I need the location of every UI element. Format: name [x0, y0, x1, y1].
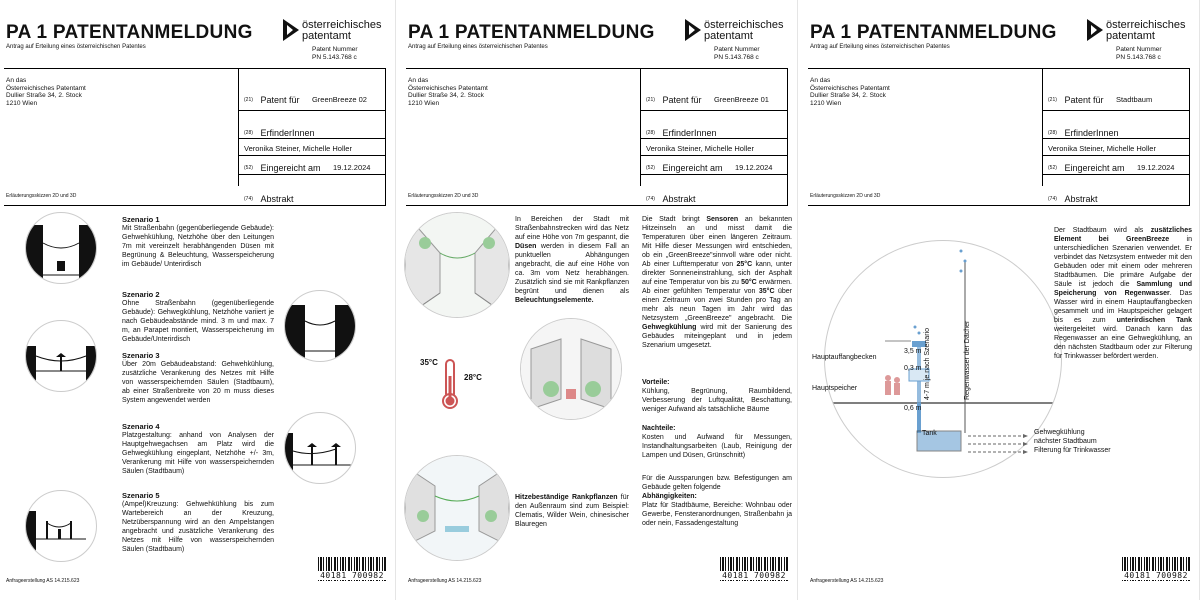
- patentamt-logo: [1086, 18, 1196, 48]
- field-label: Patent für: [662, 94, 702, 105]
- abh-title: Abhängigkeiten:: [642, 493, 697, 500]
- scenario-2-section-icon: [285, 291, 355, 361]
- address-line: An das: [408, 77, 429, 84]
- text-bold: Beleuchtungselemente.: [515, 297, 594, 304]
- abh-intro: Für die Aussparungen bzw. Befestigungen am Gebäude gelten folgende: [642, 475, 792, 491]
- label-hauptspeicher: Hauptspeicher: [812, 385, 858, 392]
- scenario-4-section-icon: [285, 413, 355, 483]
- scenario-5-text: [122, 491, 274, 554]
- abhaengigkeiten-section: [642, 474, 792, 528]
- erfinder-value: Veronika Steiner, Michelle Holler: [244, 144, 352, 153]
- text-bold: Hitzebeständige Rankpflanzen: [515, 494, 618, 501]
- scenario-description: Mit Straßenbahn (gegenüberliegende Gebäude): Gehwehkühlung, Netzhöhe über den Leitungen 7m mit vereinzelt herabhängenden Düsen mit Begrünung & Beleuchtung, Wasserspeicherung im Gebäude/ Unterirdisch: [122, 225, 274, 268]
- field-separator: [1042, 174, 1190, 175]
- text-bold: 35°C: [758, 288, 775, 295]
- heat-square-image: [520, 318, 622, 420]
- dim-0-3m: 0,3 m: [904, 365, 922, 372]
- field-separator: [238, 155, 386, 156]
- form-divider: [238, 68, 239, 186]
- erlaeuterung-label: Erläuterungsskizzen 2D und 3D: [6, 193, 77, 199]
- patent-number: PN 5.143.768 c: [714, 54, 759, 61]
- text-run: . Das Wasser wird in einem Hauptauffangbecken gesammelt und im Hauptspeicher gelagert bis es zum: [1054, 290, 1192, 324]
- text-run: weitergeleitet wird. Danach kann das Regenwasser an eine Gehwegkühlung, an den nächsten Stadtbaum oder zur Filterung für Trinkwasser befördert werden.: [1054, 326, 1192, 360]
- field-number: (28): [646, 129, 655, 136]
- field-erfinder: [1048, 124, 1119, 142]
- form-subtitle: Antrag auf Erteilung eines österreichischen Patentes: [6, 44, 146, 50]
- scenario-description: Platzgestaltung: anhand von Analysen der Hauptgehwegachsen am Platz wird die Gehwegkühlung eingeplant, Netzhöhe +/- 3m, Verankerung mit Hilfe von wasserspeichernden Säulen (Stadtbaum): [122, 432, 274, 475]
- eingereicht-value: 19.12.2024: [734, 163, 773, 173]
- scenario-2-sketch: [284, 290, 356, 362]
- address-line: Dullier Straße 34, 2. Stock: [6, 92, 82, 99]
- heat-square-icon: [521, 319, 621, 419]
- address-line: Österreichisches Patentamt: [6, 84, 86, 92]
- form-footer: Anfrageerstellung AS 14.215.623: [408, 578, 482, 584]
- field-number: (74): [646, 195, 655, 202]
- address-line: Dullier Straße 34, 2. Stock: [408, 92, 484, 99]
- field-label: ErfinderInnen: [260, 127, 315, 138]
- text-bold: Sensoren: [706, 216, 739, 223]
- patent-fuer-value: GreenBreeze 01: [713, 95, 769, 105]
- temp-low-label: 28°C: [464, 373, 482, 382]
- erfinder-value: Veronika Steiner, Michelle Holler: [646, 144, 754, 153]
- field-separator: [238, 174, 386, 175]
- patent-number-label: Patent Nummer: [714, 46, 760, 53]
- field-number: (21): [1048, 96, 1057, 103]
- logo-line2: patentamt: [302, 30, 351, 42]
- sheet-greenbreeze-01: [402, 0, 798, 600]
- field-number: (21): [244, 96, 253, 103]
- field-separator: [640, 174, 788, 175]
- address-line: Dullier Straße 34, 2. Stock: [810, 92, 886, 99]
- scenario-1-text: [122, 215, 274, 269]
- sensors-paragraph: [642, 215, 792, 350]
- sheet-greenbreeze-02: [0, 0, 396, 600]
- scenario-5-sketch: [25, 490, 97, 562]
- erlaeuterung-label: Erläuterungsskizzen 2D und 3D: [810, 193, 881, 199]
- text-run: Die Stadt bringt: [642, 216, 707, 223]
- field-label: Abstrakt: [662, 193, 696, 204]
- output-gehwegkuehlung: Gehwegkühlung: [1034, 429, 1085, 436]
- scenario-3-text: [122, 351, 274, 405]
- scenario-title: Szenario 5: [122, 491, 160, 500]
- field-number: (74): [1048, 195, 1057, 202]
- form-divider: [640, 68, 641, 186]
- patent-number-label: Patent Nummer: [312, 46, 358, 53]
- logo-line1: österreichisches: [1106, 19, 1186, 31]
- patent-fuer-value: GreenBreeze 02: [311, 95, 367, 105]
- text-run: kann, unter direkter Sonneneinstrahlung, sich der Asphalt auf eine Temperatur von bis zu: [642, 261, 792, 286]
- form-footer: Anfrageerstellung AS 14.215.623: [810, 578, 884, 584]
- text-bold: Gehwegkühlung: [642, 324, 697, 331]
- field-label: Patent für: [1064, 94, 1104, 105]
- text-run: In Bereichen der Stadt mit Straßenbahnstrecken wird das Netz auf eine Höhe von 7m gespannt, die: [515, 216, 629, 241]
- field-separator: [640, 110, 788, 111]
- arrow-icon: [968, 434, 1028, 454]
- patent-number-block: [1116, 46, 1162, 62]
- address-line: 1210 Wien: [6, 99, 38, 107]
- scenario-description: (Ampel)Kreuzung: Gehwehkühlung bis zum Wartebereich an der Kreuzung, Netzüberspannung wird an den Ampelstangen angebracht und zusätzliche Verankerung des Netzes mit Hilfe von wasserspeichernden Säulen (Stadtbaum): [122, 501, 274, 553]
- address-block: [6, 77, 86, 107]
- field-erfinder: [244, 124, 315, 142]
- vorteile-title: Vorteile:: [642, 379, 670, 386]
- form-subtitle: Antrag auf Erteilung eines österreichischen Patentes: [810, 44, 950, 50]
- form-footer: Anfrageerstellung AS 14.215.623: [6, 578, 80, 584]
- text-bold: zusätzliches Element bei GreenBreeze: [1054, 227, 1192, 243]
- field-number: (52): [646, 164, 655, 171]
- form-title: PA 1 PATENTANMELDUNG: [408, 22, 655, 43]
- field-number: (52): [244, 164, 253, 171]
- text-run: in unterschiedlichen Szenarien verwendet. Er verbindet das Netzsystem entweder mit den Gebäuden oder mit einem oder mehreren Stadtbäumen. Die primäre Aufgabe der Säule ist jedoch die: [1054, 236, 1192, 288]
- text-bold: Sammlung und Speicherung von Regenwasser: [1054, 281, 1192, 297]
- scenario-title: Szenario 1: [122, 215, 160, 224]
- address-block: [408, 77, 488, 107]
- scenario-3-sketch: [25, 320, 97, 392]
- text-run: über einen Zeitraum von zwei Stunden pro Tag an mehr als neun Tagen im Jahr wird das Netzsystem „GreenBreeze" angebracht. Die: [642, 288, 792, 322]
- text-run: wird mit der Sanierung des Gebäudes miteingeplant und in jedem Szenarium umgesetzt.: [642, 324, 792, 349]
- stadtbaum-paragraph: [1054, 226, 1192, 361]
- field-label: Eingereicht am: [260, 162, 321, 173]
- scenario-4-sketch: [284, 412, 356, 484]
- nets-paragraph: [515, 215, 629, 305]
- text-bold: unterirdischen Tank: [1116, 317, 1192, 324]
- text-run: erwärmen. Ab einer gefühlten Temperatur von: [642, 279, 793, 295]
- logo-line1: österreichisches: [704, 19, 784, 31]
- label-regenwasser: Regenwasser der Dächer: [964, 320, 971, 400]
- eingereicht-value: 19.12.2024: [1136, 163, 1175, 173]
- text-bold: Düsen: [515, 243, 537, 250]
- field-abstrakt: [244, 190, 293, 208]
- field-label: Eingereicht am: [1064, 162, 1125, 173]
- barcode-number: 40181 700982: [1122, 571, 1190, 580]
- scenario-3-section-icon: [26, 321, 96, 391]
- field-separator: [1042, 110, 1190, 111]
- field-separator: [1042, 155, 1190, 156]
- barcode-number: 40181 700982: [720, 571, 788, 580]
- dim-3-5m: 3,5 m: [904, 348, 922, 355]
- field-patent-fuer: [646, 91, 769, 109]
- logo-line2: patentamt: [1106, 30, 1155, 42]
- address-line: Österreichisches Patentamt: [810, 84, 890, 92]
- address-line: An das: [6, 77, 27, 84]
- dim-0-6m: 0,6 m: [904, 405, 922, 412]
- output-trinkwasser: Filterung für Trinkwasser: [1034, 447, 1111, 454]
- text-run: an bekannten Hitzeinseln an und misst damit die Temperaturen über einen längeren Zeitraum. Mit Hilfe dieser Messungen wird entschieden, ob ein „GreenBreeze"sinnvoll wäre oder nicht. Ab einer Lufttemperatur von: [642, 216, 792, 268]
- scenario-description: Ohne Straßenbahn (gegenüberliegende Gebäude): Gehwegkühlung, Netzhöhe variiert je nach Gebäudeabstände mind. 3 m und max. 7 m, an Parapet montiert, Wasserspeicherung im Gebäude/Unterirdisch: [122, 300, 274, 343]
- text-run: werden in diesem Fall an punktuellen Abhängungen angebracht, die auf eine Höhe von ca. 3m vom Netz herabhängen. Zusätzlich sind sie mit Rankpflanzen begrünt und dienen als: [515, 243, 629, 295]
- address-block: [810, 77, 890, 107]
- field-number: (52): [1048, 164, 1057, 171]
- field-separator: [1042, 138, 1190, 139]
- patent-number-block: [312, 46, 358, 62]
- abh-text: Platz für Stadtbäume, Bereiche: Wohnbau oder Gewerbe, Fensteranordnungen, Straßenbahn ja oder nein, Fassadengestaltung: [642, 502, 792, 527]
- form-subtitle: Antrag auf Erteilung eines österreichischen Patentes: [408, 44, 548, 50]
- sheet-stadtbaum: [804, 0, 1200, 600]
- patent-number: PN 5.143.768 c: [1116, 54, 1161, 61]
- nachteile-text: Kosten und Aufwand für Messungen, Instandhaltungsarbeiten (Laub, Reinigung der Lampen und Düsen, Grünschnitt): [642, 434, 792, 459]
- patent-fuer-value: Stadtbaum: [1115, 95, 1153, 105]
- form-divider: [1042, 68, 1043, 186]
- label-szenario-height: 4-7 m je nach Szenario: [924, 328, 931, 400]
- thermometer-icon: [438, 358, 462, 410]
- logo-line2: patentamt: [704, 30, 753, 42]
- field-patent-fuer: [1048, 91, 1152, 109]
- field-separator: [640, 138, 788, 139]
- temp-high-label: 35°C: [420, 358, 438, 367]
- text-bold: 50°C: [741, 279, 757, 286]
- field-separator: [238, 138, 386, 139]
- field-label: ErfinderInnen: [1064, 127, 1119, 138]
- green-street-image: [404, 455, 510, 561]
- field-label: Patent für: [260, 94, 300, 105]
- address-line: 1210 Wien: [810, 99, 842, 107]
- patentamt-logo: [282, 18, 392, 48]
- field-separator: [238, 110, 386, 111]
- erfinder-value: Veronika Steiner, Michelle Holler: [1048, 144, 1156, 153]
- scenario-title: Szenario 3: [122, 351, 160, 360]
- scenario-2-text: [122, 290, 274, 344]
- field-label: Eingereicht am: [662, 162, 723, 173]
- vorteile-text: Kühlung, Begrünung, Raumbildend, Verbesserung der Luftqualität, Beschattung, weniger Aufwand als tatsächliche Bäume: [642, 388, 792, 413]
- field-separator: [640, 155, 788, 156]
- field-number: (74): [244, 195, 253, 202]
- logo-line1: österreichisches: [302, 19, 382, 31]
- scenario-4-text: [122, 422, 274, 476]
- street-perspective-image: [404, 212, 510, 318]
- scenario-1-sketch: [25, 212, 97, 284]
- field-patent-fuer: [244, 91, 367, 109]
- scenario-1-section-icon: [26, 213, 96, 283]
- green-street-icon: [405, 456, 509, 560]
- field-number: (21): [646, 96, 655, 103]
- barcode-number: 40181 700982: [318, 571, 386, 580]
- field-label: Abstrakt: [260, 193, 294, 204]
- erlaeuterung-label: Erläuterungsskizzen 2D und 3D: [408, 193, 479, 199]
- field-abstrakt: [1048, 190, 1097, 208]
- form-title: PA 1 PATENTANMELDUNG: [810, 22, 1057, 43]
- text-bold: 25°C: [736, 261, 753, 268]
- field-label: Abstrakt: [1064, 193, 1098, 204]
- vorteile-section: [642, 378, 792, 414]
- scenario-description: Über 20m Gebäudeabstand: Gehwehkühlung, zusätzliche Verankerung des Netzes mit Hilfe von wasserspeichernden Säulen (Stadtbaum), ab einer Straßenbreite von 20 m muss dieses System angewendet werden: [122, 361, 274, 404]
- scenario-5-section-icon: [26, 491, 96, 561]
- eingereicht-value: 19.12.2024: [332, 163, 371, 173]
- form-title: PA 1 PATENTANMELDUNG: [6, 22, 253, 43]
- scenario-title: Szenario 4: [122, 422, 160, 431]
- patentamt-logo-icon: [1086, 18, 1104, 42]
- field-number: (28): [1048, 129, 1057, 136]
- label-tank: Tank: [922, 430, 937, 437]
- text-run: für den Außenraum sind zum Beispiel: Clematis, Wilder Wein, chinesischer Blauregen: [515, 494, 629, 528]
- nachteile-title: Nachteile:: [642, 425, 676, 432]
- patentamt-logo-icon: [684, 18, 702, 42]
- address-line: An das: [810, 77, 831, 84]
- text-run: Der Stadtbaum wird als: [1054, 227, 1151, 234]
- field-abstrakt: [646, 190, 695, 208]
- patent-number-label: Patent Nummer: [1116, 46, 1162, 53]
- patent-number: PN 5.143.768 c: [312, 54, 357, 61]
- field-number: (28): [244, 129, 253, 136]
- street-perspective-icon: [405, 213, 509, 317]
- output-arrows: [968, 434, 1028, 459]
- patentamt-logo: [684, 18, 794, 48]
- address-line: Österreichisches Patentamt: [408, 84, 488, 92]
- scenario-title: Szenario 2: [122, 290, 160, 299]
- address-line: 1210 Wien: [408, 99, 440, 107]
- plants-paragraph: [515, 493, 629, 529]
- field-label: ErfinderInnen: [662, 127, 717, 138]
- nachteile-section: [642, 424, 792, 460]
- patent-number-block: [714, 46, 760, 62]
- output-stadtbaum: nächster Stadtbaum: [1034, 438, 1097, 445]
- label-hauptauffangbecken: Hauptauffangbecken: [812, 354, 877, 361]
- field-erfinder: [646, 124, 717, 142]
- patentamt-logo-icon: [282, 18, 300, 42]
